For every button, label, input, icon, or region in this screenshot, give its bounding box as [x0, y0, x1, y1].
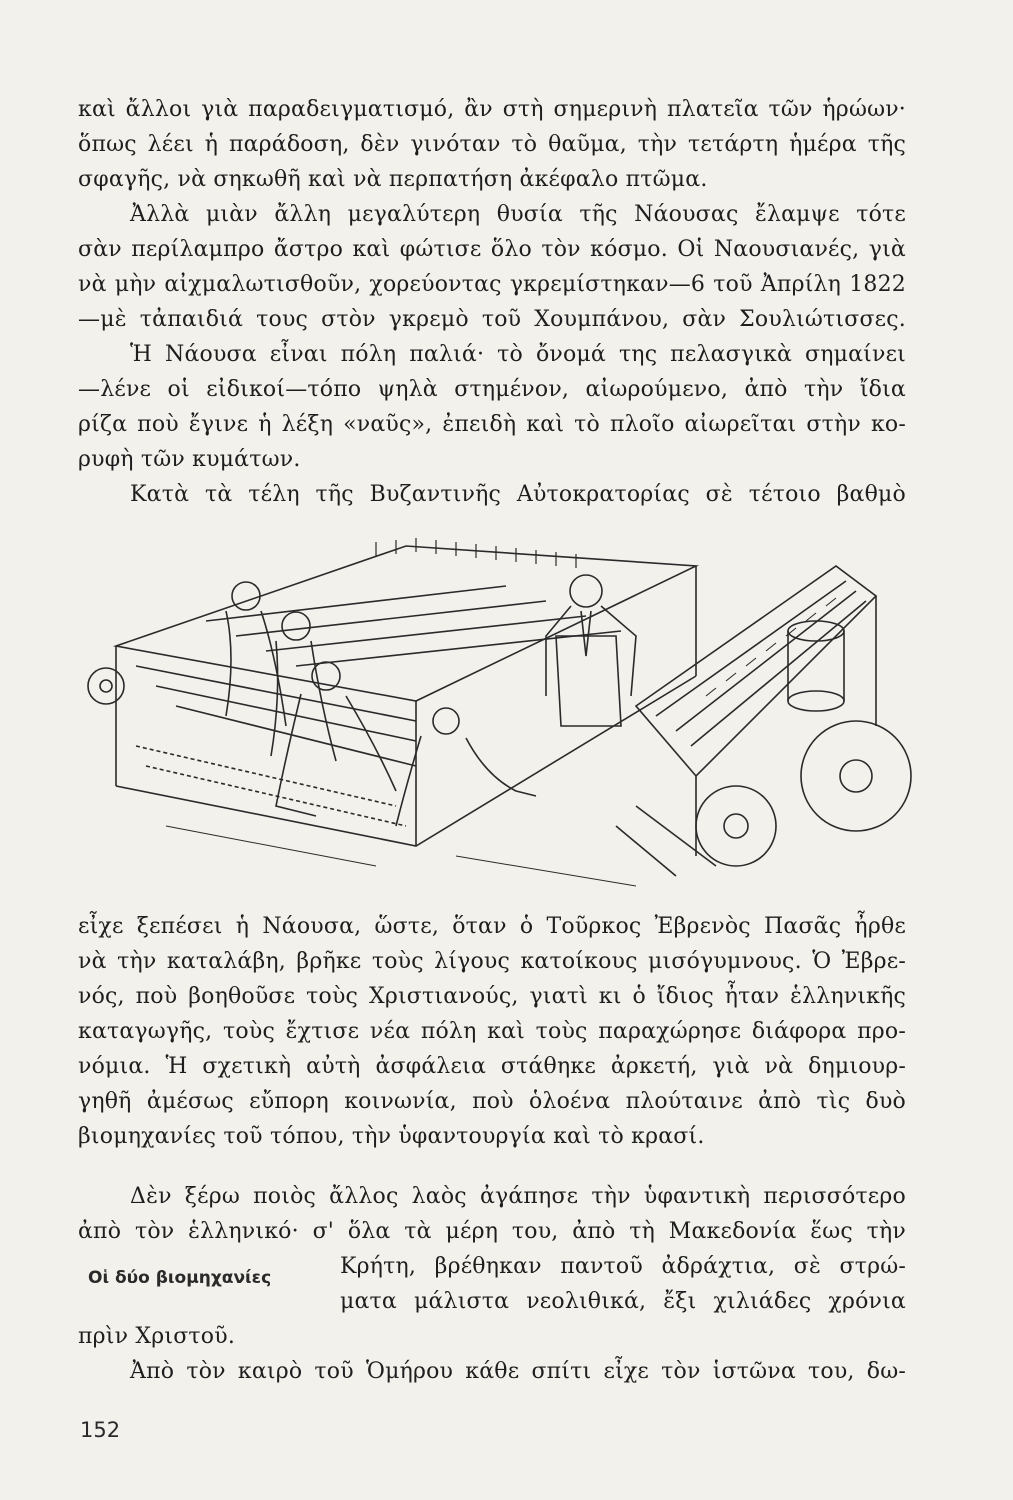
text-line: νὰ τὴν καταλάβη, βρῆκε τοὺς λίγους κατοίκους μισόγυμνους. Ὁ Ἐβρε-	[78, 949, 906, 974]
text-line: καταγωγῆς, τοὺς ἔχτισε νέα πόλη καὶ τοὺς παραχώρησε διάφορα προ-	[78, 1019, 906, 1044]
text-line: νός, ποὺ βοηθοῦσε τοὺς Χριστιανούς, γιατὶ κι ὁ ἴδιος ἦταν ἑλληνικῆς	[78, 984, 906, 1009]
text-line: ἀπὸ τὸν ἑλληνικό· σ' ὅλα τὰ μέρη του, ἀπὸ τὴ Μακεδονία ἕως τὴν	[78, 1219, 906, 1244]
text-line: πρὶν Χριστοῦ.	[78, 1324, 236, 1349]
text-line: νόμια. Ἡ σχετικὴ αὐτὴ ἀσφάλεια στάθηκε ἀρκετή, γιὰ νὰ δημιουρ-	[78, 1054, 906, 1079]
text-line: σὰν περίλαμπρο ἄστρο καὶ φώτισε ὅλο τὸν κόσμο. Οἱ Ναουσιανές, γιὰ	[78, 237, 906, 262]
text-line: Ἀπὸ τὸν καιρὸ τοῦ Ὁμήρου κάθε σπίτι εἶχε τὸν ἱστῶνα του, δω-	[130, 1359, 906, 1384]
text-line: βιομηχανίες τοῦ τόπου, τὴν ὑφαντουργία καὶ τὸ κρασί.	[78, 1124, 705, 1149]
text-line: Δὲν ξέρω ποιὸς ἄλλος λαὸς ἀγάπησε τὴν ὑφαντικὴ περισσότερο	[130, 1184, 906, 1209]
margin-heading: Οἱ δύο βιομηχανίες	[88, 1268, 272, 1288]
text-line: εἶχε ξεπέσει ἡ Νάουσα, ὥστε, ὅταν ὁ Τοῦρκος Ἐβρενὸς Πασᾶς ἦρθε	[78, 914, 906, 939]
text-line: —μὲ τἀπαιδιά τους στὸν γκρεμὸ τοῦ Χουμπάνου, σὰν Σουλιώτισσες.	[78, 307, 906, 332]
text-line: Ἀλλὰ μιὰν ἄλλη μεγαλύτερη θυσία τῆς Νάουσας ἔλαμψε τότε	[130, 202, 906, 227]
page-number: 152	[80, 1418, 121, 1442]
textile-mill-illustration	[76, 526, 932, 894]
text-line: νὰ μὴν αἰχμαλωτισθοῦν, χορεύοντας γκρεμίστηκαν—6 τοῦ Ἀπρίλη 1822	[78, 272, 906, 297]
text-line: καὶ ἄλλοι γιὰ παραδειγματισμό, ἂν στὴ σημερινὴ πλατεῖα τῶν ἡρώων·	[78, 97, 906, 122]
text-line: γηθῆ ἀμέσως εὔπορη κοινωνία, ποὺ ὁλοένα πλούταινε ἀπὸ τὶς δυὸ	[78, 1089, 906, 1114]
text-line: Κατὰ τὰ τέλη τῆς Βυζαντινῆς Αὐτοκρατορίας σὲ τέτοιο βαθμὸ	[130, 482, 906, 507]
text-line: σφαγῆς, νὰ σηκωθῆ καὶ νὰ περπατήση ἀκέφαλο πτῶμα.	[78, 167, 708, 192]
text-line: ρυφὴ τῶν κυμάτων.	[78, 447, 301, 472]
text-line: ὅπως λέει ἡ παράδοση, δὲν γινόταν τὸ θαῦμα, τὴν τετάρτη ἡμέρα τῆς	[78, 132, 906, 157]
text-line: ματα μάλιστα νεολιθικά, ἔξι χιλιάδες χρόνια	[340, 1289, 906, 1314]
text-line: ρίζα ποὺ ἔγινε ἡ λέξη «ναῦς», ἐπειδὴ καὶ τὸ πλοῖο αἰωρεῖται στὴν κο-	[78, 412, 906, 437]
text-line: Ἡ Νάουσα εἶναι πόλη παλιά· τὸ ὄνομά της πελασγικὰ σημαίνει	[130, 342, 906, 367]
text-line: —λένε οἱ εἰδικοί—τόπο ψηλὰ στημένον, αἰωρούμενο, ἀπὸ τὴν ἴδια	[78, 377, 906, 402]
text-line: Κρήτη, βρέθηκαν παντοῦ ἀδράχτια, σὲ στρώ-	[340, 1254, 906, 1279]
